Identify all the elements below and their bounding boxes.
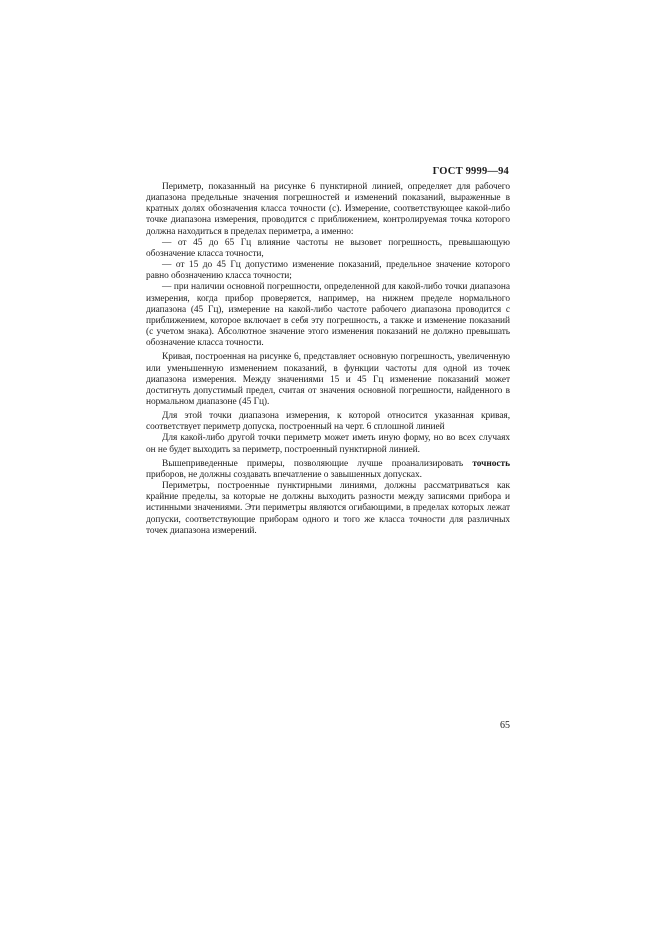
list-item-45-65hz: — от 45 до 65 Гц влияние частоты не вызовет погрешность, превышающую обозначение класса точности, xyxy=(146,237,510,259)
examples-bold-word: точность xyxy=(472,458,510,469)
page-number: 65 xyxy=(500,720,510,731)
paragraph-examples xyxy=(146,459,510,481)
paragraph-tolerance-perimeter: Для этой точки диапазона измерения, к которой относится указанная кривая, соответствует периметр допуска, построенный на черт. 6 сплошной линией xyxy=(146,411,510,433)
paragraph-curve: Кривая, построенная на рисунке 6, представляет основную погрешность, увеличенную или уменьшенную изменением показаний, в функции частоты для одной из точек диапазона измерения. Между значениями 15 и 45 Гц изменение показаний может достигнуть допустимый предел, считая от значения основной погрешности, найденного в нормальном диапазоне (45 Гц). xyxy=(146,352,510,407)
paragraph-perimeter-intro: Периметр, показанный на рисунке 6 пунктирной линией, определяет для рабочего диапазона предельные значения погрешностей и изменений показаний, выраженные в кратных долях обозначения класса точности (c). Измерение, соответствующее какой-либо точке диапазона измерения, проводится с приближением, контролируемая точка которого должна находиться в пределах периметра, а именно: xyxy=(146,182,510,237)
paragraph-dashed-perimeters: Периметры, построенные пунктирными линиями, должны рассматриваться как крайние пределы, за которые не должны выходить разности между записями прибора и истинными значениями. Эти периметры являются огибающими, в пределах которых лежат допуски, соответствующие приборам одного и того же класса точности для различных точек диапазона измерений. xyxy=(146,481,510,536)
standard-header: ГОСТ 9999—94 xyxy=(432,166,509,177)
paragraph-other-point: Для какой-либо другой точки периметр может иметь иную форму, но во всех случаях он не будет выходить за периметр, построенный пунктирной линией. xyxy=(146,433,510,455)
list-item-basic-error: — при наличии основной погрешности, определенной для какой-либо точки диапазона измерения, когда прибор проверяется, например, на нижнем пределе нормального диапазона (45 Гц), измерение на какой-либо частоте рабочего диапазона проводится с приближением, которое включает в себя эту погрешность, а также и изменение показаний (с учетом знака). Абсолютное значение этого изменения показаний не должно превышать обозначение класса точности. xyxy=(146,282,510,349)
body-text xyxy=(146,182,510,537)
examples-text-end: приборов, не должны создавать впечатление о завышенных допусках. xyxy=(146,469,422,480)
list-item-15-45hz: — от 15 до 45 Гц допустимо изменение показаний, предельное значение которого равно обозначению класса точности; xyxy=(146,260,510,282)
examples-text-start: Вышеприведенные примеры, позволяющие лучше проанализировать xyxy=(162,458,473,469)
